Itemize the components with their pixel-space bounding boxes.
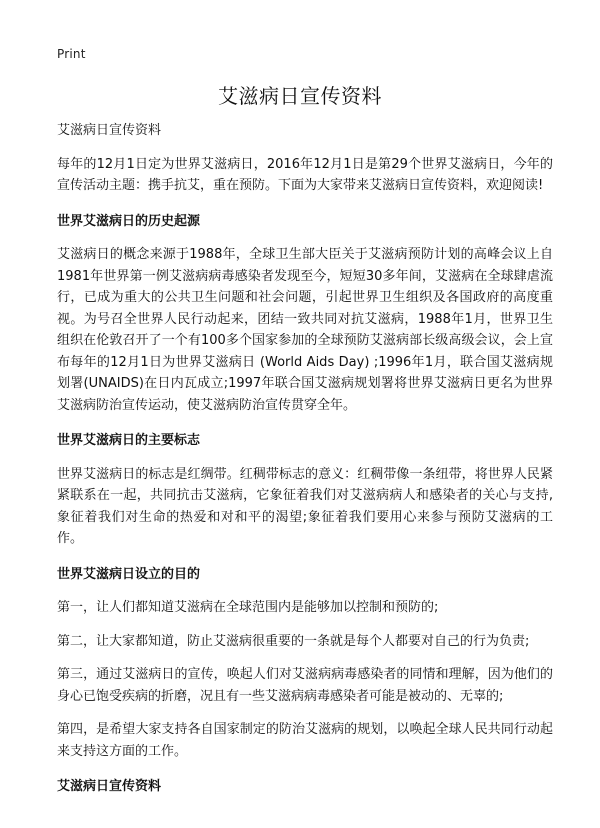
symbol-paragraph: 世界艾滋病日的标志是红绸带。红稠带标志的意义：红稠带像一条纽带，将世界人民紧紧联系在一起，共同抗击艾滋病，它象征着我们对艾滋病病人和感染者的关心与支持,象征着我们对生命的热爱和对和平的渴望;象征着我们要用心来参与预防艾滋病的工作。: [57, 466, 553, 546]
intro-heading: 艾滋病日宣传资料: [57, 123, 162, 138]
document-body: [57, 120, 553, 798]
history-paragraph: 艾滋病日的概念来源于1988年，全球卫生部大臣关于艾滋病预防计划的高峰会议上自1981年世界第一例艾滋病病毒感染者发现至今，短短30多年间，艾滋病在全球肆虐流行，已成为重大的公共卫生问题和社会问题，引起世界卫生组织及各国政府的高度重视。为号召全世界人民行动起来，团结一致共同对抗艾滋病，1988年1月，世界卫生组织在伦敦召开了一个有100多个国家参加的全球预防艾滋病部长级高级会议，会上宣布每年的12月1日为世界艾滋病日 (World Aids Day) ;1996年1月，联合国艾滋病规划署(UNAIDS)在日内瓦成立;1997年联合国艾滋病规划署将世界艾滋病日更名为世界艾滋病防治宣传运动，使艾滋病防治宣传贯穿全年。: [57, 247, 553, 413]
section-heading-history: 世界艾滋病日的历史起源: [57, 213, 201, 229]
purpose-item-4: 第四，是希望大家支持各自国家制定的防治艾滋病的规划，以唤起全球人民共同行动起来支持这方面的工作。: [57, 722, 553, 759]
print-label[interactable]: Print: [57, 47, 86, 61]
purpose-item-2: 第二，让大家都知道，防止艾滋病很重要的一条就是每个人都要对自己的行为负责;: [57, 633, 530, 649]
page-title: 艾滋病日宣传资料: [218, 84, 382, 108]
section-heading-purpose: 世界艾滋病日设立的目的: [57, 566, 201, 582]
intro-paragraph: 每年的12月1日定为世界艾滋病日，2016年12月1日是第29个世界艾滋病日，今年的宣传活动主题：携手抗艾，重在预防。下面为大家带来艾滋病日宣传资料，欢迎阅读!: [57, 156, 553, 193]
closing-heading: 艾滋病日宣传资料: [57, 779, 162, 794]
purpose-item-1: 第一，让人们都知道艾滋病在全球范围内是能够加以控制和预防的;: [57, 600, 439, 615]
purpose-item-3: 第三，通过艾滋病日的宣传，唤起人们对艾滋病病毒感染者的同情和理解，因为他们的身心已饱受疾病的折磨，况且有一些艾滋病病毒感染者可能是被动的、无辜的;: [57, 667, 553, 704]
section-heading-symbol: 世界艾滋病日的主要标志: [57, 433, 201, 448]
